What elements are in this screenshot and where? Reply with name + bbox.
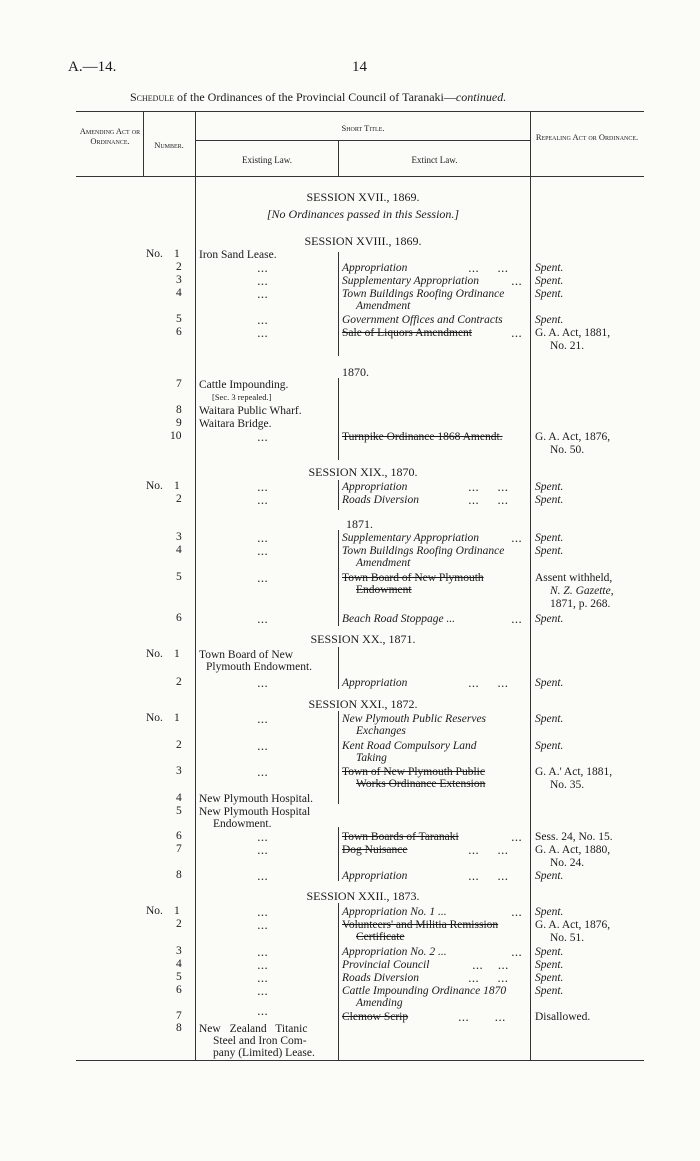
extinct-law: Appropriation [342, 677, 408, 689]
existing-ditto: ... [257, 918, 268, 932]
schedule-title-middle: of the Ordinances of the Provincial Council of Taranaki— [174, 90, 456, 104]
extinct-law: Town Board of New Plymouth [342, 572, 484, 584]
row-number: 7 [176, 378, 182, 390]
repealing-act: Spent. [535, 613, 564, 625]
existing-ditto: ... [257, 326, 268, 340]
row-number: 3 [176, 765, 182, 777]
row-number: 7 [176, 843, 182, 855]
extinct-law: Appropriation No. 1 ... [342, 906, 447, 918]
col-divider-short-title [530, 111, 531, 1061]
row-number: 5 [176, 971, 182, 983]
extinct-law: Appropriation [342, 870, 408, 882]
extinct-law: Cattle Impounding Ordinance 1870 [342, 985, 507, 997]
year-subheading: 1870. [342, 365, 369, 379]
extinct-law: Supplementary Appropriation [342, 275, 480, 287]
col-header-extinct: Extinct Law. [411, 155, 458, 165]
row-number: 4 [176, 792, 182, 804]
extinct-law: Appropriation [342, 262, 408, 274]
repealing-act: Spent. [535, 314, 564, 326]
extinct-law: Turnpike Ordinance 1868 Amendt. [342, 431, 503, 443]
extinct-law: Clemow Scrip [342, 1011, 409, 1023]
repealing-act: G. A. Act, 1881, [535, 327, 611, 339]
session-heading: SESSION XXI., 1872. [308, 697, 418, 711]
col-header-repealing: Repealing Act or Ordinance. [535, 132, 639, 142]
no-label: No. [146, 248, 163, 260]
no-label: No. [146, 712, 163, 724]
no-label: No. [146, 648, 163, 660]
leader-dots: ... ... [472, 958, 509, 972]
row-number: 1 [174, 248, 180, 260]
leader-dots: ... ... [468, 971, 509, 985]
table-top-rule [76, 111, 644, 112]
repealing-act: Disallowed. [535, 1011, 591, 1023]
leader-dots: ... ... [468, 869, 509, 883]
existing-ditto: ... [257, 1004, 268, 1018]
existing-law: Iron Sand Lease. [199, 249, 277, 261]
repealing-act: Spent. [535, 972, 564, 984]
extinct-law: Appropriation [342, 481, 408, 493]
existing-law-note: [Sec. 3 repealed.] [212, 392, 272, 402]
no-label: No. [146, 480, 163, 492]
extinct-law: Town Buildings Roofing Ordinance [342, 545, 505, 557]
extinct-law-cont: Amending [356, 997, 403, 1009]
repealing-act: Spent. [535, 275, 564, 287]
existing-law: Town Board of New [199, 649, 294, 661]
col-header-number: Number. [154, 140, 184, 150]
existing-law-cont: Plymouth Endowment. [206, 661, 313, 673]
existing-ditto: ... [257, 676, 268, 690]
repealing-act: Spent. [535, 532, 564, 544]
extinct-law-cont: Works Ordinance Extension [356, 778, 486, 790]
repealing-act-cont: No. 24. [550, 857, 585, 869]
repealing-act: Spent. [535, 740, 564, 752]
repealing-act: Spent. [535, 494, 564, 506]
repealing-act-cont: 1871, p. 268. [550, 598, 611, 610]
row-number: 7 [176, 1010, 182, 1022]
leader-dots: ... ... [468, 480, 509, 494]
existing-ditto: ... [257, 712, 268, 726]
row-number: 8 [176, 1022, 182, 1034]
leader-dots: ... [511, 830, 522, 844]
extinct-law: Town Boards of Taranaki [342, 831, 459, 843]
row-number: 6 [176, 984, 182, 996]
schedule-title-prefix: Schedule [130, 90, 175, 104]
col-header-amending: Amending Act or Ordinance. [79, 126, 141, 146]
row-number: 2 [176, 918, 182, 930]
existing-ditto: ... [257, 612, 268, 626]
existing-ditto: ... [257, 958, 268, 972]
existing-ditto: ... [257, 531, 268, 545]
row-number: 1 [174, 905, 180, 917]
no-label: No. [146, 905, 163, 917]
session-heading: SESSION XXII., 1873. [306, 889, 420, 903]
extinct-law: Supplementary Appropriation [342, 532, 480, 544]
leader-dots: ... ... [468, 261, 509, 275]
header-bottom-rule [76, 176, 644, 177]
repealing-act: Spent. [535, 959, 564, 971]
extinct-law-cont: Amendment [356, 300, 411, 312]
repealing-act: G. A. Act, 1876, [535, 431, 611, 443]
leader-dots: ... [511, 612, 522, 626]
extinct-rule-s19 [338, 480, 339, 510]
extinct-law: Sale of Liquors Amendment [342, 327, 472, 339]
repealing-act: Spent. [535, 946, 564, 958]
repealing-act: Spent. [535, 713, 564, 725]
repealing-act: Spent. [535, 870, 564, 882]
row-number: 3 [176, 274, 182, 286]
extinct-law: Town of New Plymouth Public [342, 766, 485, 778]
row-number: 4 [176, 958, 182, 970]
row-number: 3 [176, 945, 182, 957]
existing-law: Waitara Bridge. [199, 418, 272, 430]
extinct-law: Appropriation No. 2 ... [342, 946, 447, 958]
extinct-rule-s20 [338, 647, 339, 689]
existing-ditto: ... [257, 869, 268, 883]
leader-dots: ... ... [468, 676, 509, 690]
row-number: 1 [174, 712, 180, 724]
extinct-law-cont: Endowment [356, 584, 412, 596]
repealing-act: Spent. [535, 262, 564, 274]
row-number: 8 [176, 404, 182, 416]
repealing-act: Assent withheld, [535, 572, 613, 584]
leader-dots: ... ... [468, 493, 509, 507]
repealing-act: G. A. Act, 1880, [535, 844, 611, 856]
existing-ditto: ... [257, 905, 268, 919]
existing-ditto: ... [257, 830, 268, 844]
existing-ditto: ... [257, 313, 268, 327]
extinct-rule-s18 [338, 252, 339, 356]
schedule-title [130, 90, 506, 105]
row-number: 8 [176, 869, 182, 881]
repealing-act: G. A.' Act, 1881, [535, 766, 613, 778]
row-number: 5 [176, 805, 182, 817]
col-header-existing: Existing Law. [242, 155, 292, 165]
extinct-law-cont: Amendment [356, 557, 411, 569]
extinct-law: Roads Diversion [342, 972, 419, 984]
row-number: 5 [176, 571, 182, 583]
repealing-act-cont: No. 21. [550, 340, 585, 352]
existing-law: Waitara Public Wharf. [199, 405, 302, 417]
page-header-ref: A.—14. [68, 59, 117, 75]
extinct-rule-s22 [338, 903, 339, 1060]
extinct-law: Roads Diversion [342, 494, 419, 506]
extinct-law-cont: Certificate [356, 931, 405, 943]
repealing-act-cont: No. 51. [550, 932, 585, 944]
leader-dots: ... [511, 905, 522, 919]
leader-dots: ... [511, 274, 522, 288]
session-heading: SESSION XX., 1871. [310, 632, 416, 646]
existing-ditto: ... [257, 493, 268, 507]
row-number: 1 [174, 480, 180, 492]
extinct-law: Volunteers' and Militia Remission [342, 919, 499, 931]
page-number: 14 [352, 59, 367, 75]
row-number: 3 [176, 531, 182, 543]
repealing-act: Spent. [535, 288, 564, 300]
extinct-rule-s21 [338, 711, 339, 804]
repealing-act: Spent. [535, 906, 564, 918]
row-number: 6 [176, 612, 182, 624]
extinct-law: Provincial Council [342, 959, 430, 971]
repealing-act: Spent. [535, 677, 564, 689]
leader-dots: ... ... [468, 843, 509, 857]
existing-ditto: ... [257, 739, 268, 753]
row-number: 2 [176, 493, 182, 505]
leader-dots: ... [511, 945, 522, 959]
repealing-act-cont: N. Z. Gazette, [550, 585, 614, 597]
existing-law: New Zealand Titanic [199, 1023, 308, 1035]
row-number: 10 [170, 430, 182, 442]
leader-dots: ... [511, 531, 522, 545]
existing-ditto: ... [257, 971, 268, 985]
existing-law: New Plymouth Hospital [199, 806, 311, 818]
existing-law-cont: pany (Limited) Lease. [213, 1047, 315, 1059]
row-number: 4 [176, 544, 182, 556]
row-number: 2 [176, 739, 182, 751]
extinct-rule-1871 [338, 530, 339, 626]
row-number: 5 [176, 313, 182, 325]
extinct-law: New Plymouth Public Reserves [342, 713, 487, 725]
repealing-act: Sess. 24, No. 15. [535, 831, 613, 843]
existing-ditto: ... [257, 571, 268, 585]
existing-ditto: ... [257, 544, 268, 558]
row-number: 9 [176, 417, 182, 429]
repealing-act: Spent. [535, 481, 564, 493]
year-subheading: 1871. [346, 517, 373, 531]
existing-ditto: ... [257, 945, 268, 959]
repealing-act-cont: No. 50. [550, 444, 585, 456]
repealing-act: G. A. Act, 1876, [535, 919, 611, 931]
table-bottom-rule [76, 1060, 644, 1061]
leader-dots: ... ... [458, 1010, 506, 1024]
row-number: 1 [174, 648, 180, 660]
existing-ditto: ... [257, 430, 268, 444]
extinct-rule-1870 [338, 378, 339, 460]
existing-law: New Plymouth Hospital. [199, 793, 314, 805]
extinct-law: Town Buildings Roofing Ordinance [342, 288, 505, 300]
repealing-act: Spent. [535, 545, 564, 557]
session-heading: SESSION XIX., 1870. [308, 465, 418, 479]
extinct-law: Beach Road Stoppage ... [342, 613, 456, 625]
extinct-law-cont: Exchanges [356, 725, 406, 737]
col-divider-number [195, 111, 196, 1061]
existing-ditto: ... [257, 843, 268, 857]
extinct-law: Government Offices and Contracts [342, 314, 503, 326]
row-number: 2 [176, 676, 182, 688]
extinct-law-cont: Taking [356, 752, 387, 764]
existing-ditto: ... [257, 984, 268, 998]
extinct-law: Kent Road Compulsory Land [342, 740, 477, 752]
repealing-act-cont: No. 35. [550, 779, 585, 791]
leader-dots: ... [511, 326, 522, 340]
existing-ditto: ... [257, 480, 268, 494]
extinct-law: Dog Nuisance [342, 844, 408, 856]
session-note: [No Ordinances passed in this Session.] [266, 207, 460, 221]
existing-law-cont: Steel and Iron Com- [213, 1035, 307, 1047]
existing-ditto: ... [257, 274, 268, 288]
existing-law-cont: Endowment. [213, 818, 272, 830]
existing-ditto: ... [257, 765, 268, 779]
short-title-rule [195, 140, 530, 141]
row-number: 6 [176, 830, 182, 842]
session-heading: SESSION XVII., 1869. [306, 190, 420, 204]
repealing-act: Spent. [535, 985, 564, 997]
row-number: 6 [176, 326, 182, 338]
schedule-title-suffix: continued. [455, 90, 507, 104]
col-header-short-title: Short Title. [341, 123, 385, 133]
existing-law: Cattle Impounding. [199, 379, 289, 391]
session-heading: SESSION XVIII., 1869. [304, 234, 422, 248]
row-number: 2 [176, 261, 182, 273]
existing-ditto: ... [257, 287, 268, 301]
row-number: 4 [176, 287, 182, 299]
extinct-rule-s21b [338, 827, 339, 881]
existing-ditto: ... [257, 261, 268, 275]
